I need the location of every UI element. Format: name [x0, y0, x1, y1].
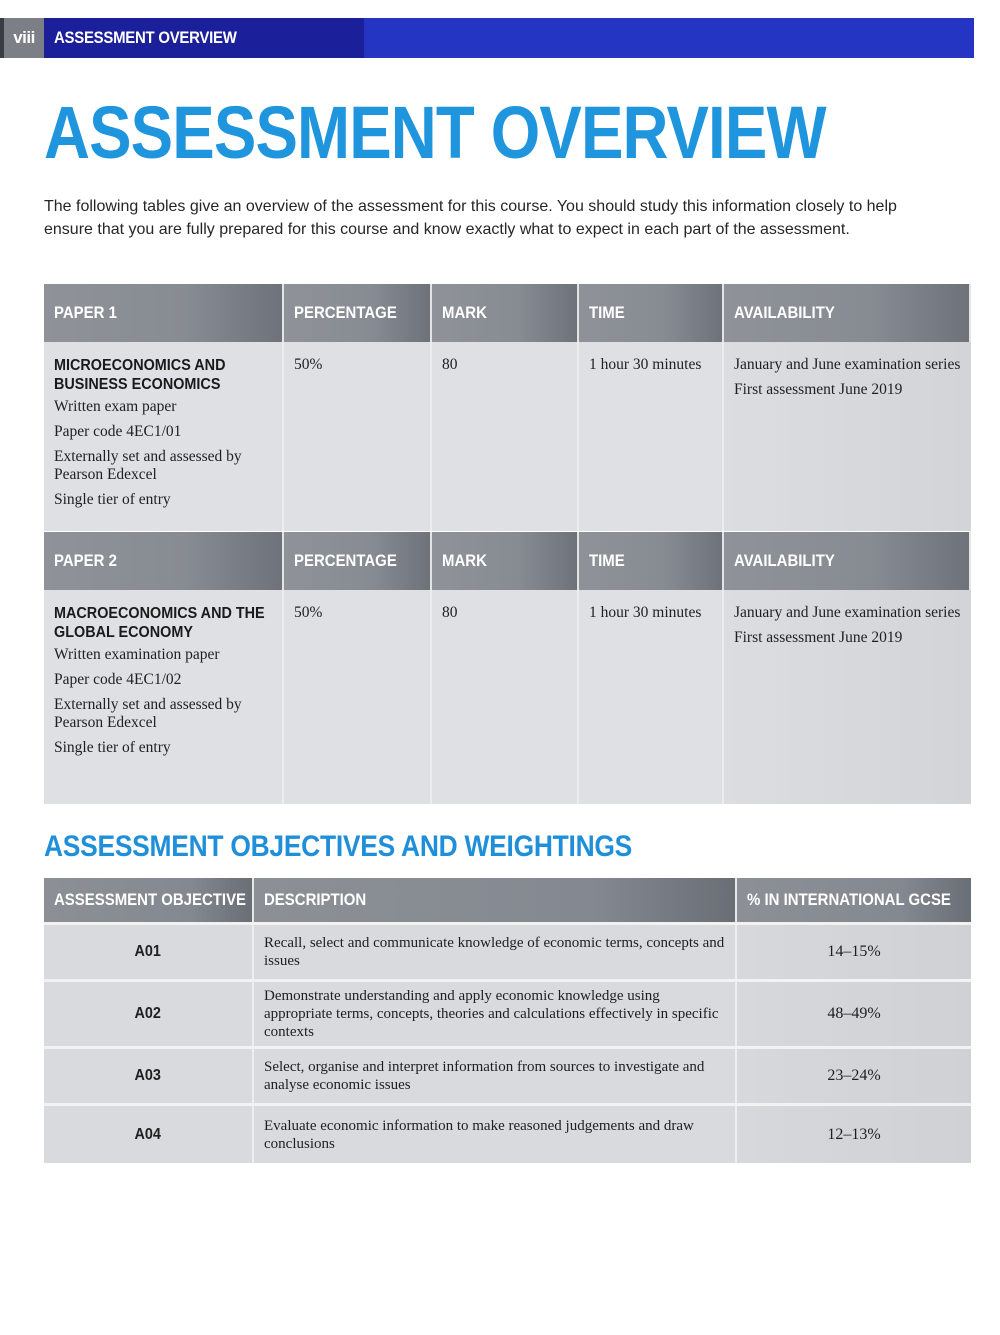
paper-1-table: [44, 284, 971, 531]
column-header-description: DESCRIPTION: [254, 878, 737, 922]
paper-detail: Single tier of entry: [54, 739, 171, 756]
availability-item: First assessment June 2019: [734, 381, 903, 398]
availability-cell: [724, 342, 971, 531]
time-cell: 1 hour 30 minutes: [579, 342, 724, 531]
running-header-title: ASSESSMENT OVERVIEW: [54, 28, 237, 47]
mark-cell: 80: [432, 590, 579, 804]
objective-description: Demonstrate understanding and apply economic knowledge using appropriate terms, concepts, theories and calculations effectively in specific contexts: [254, 982, 737, 1046]
objective-weighting: 23–24%: [737, 1049, 971, 1103]
column-header-mark: MARK: [432, 532, 579, 590]
percentage-cell: 50%: [284, 590, 432, 804]
running-header-extension: [364, 18, 974, 58]
objective-code: A04: [44, 1106, 254, 1163]
table-row: [44, 1046, 971, 1103]
paper-name-line-1: MACROECONOMICS AND THE: [54, 605, 265, 622]
paper-description-cell: [44, 342, 284, 531]
paper-description-cell: [44, 590, 284, 804]
paper-name-line-2: GLOBAL ECONOMY: [54, 624, 193, 641]
column-header-paper: PAPER 2: [44, 532, 284, 590]
paper-2-table: [44, 532, 971, 804]
column-header-time: TIME: [579, 532, 724, 590]
objective-description: Evaluate economic information to make reasoned judgements and draw conclusions: [254, 1106, 737, 1163]
running-header-band: [44, 18, 364, 58]
intro-paragraph: The following tables give an overview of the assessment for this course. You should study this information closely to help ensure that you are fully prepared for this course and know exactly what to expect in each part of the assessment.: [44, 198, 897, 238]
paper-detail: Externally set and assessed by Pearson Edexcel: [54, 448, 242, 483]
paper-detail: Written exam paper: [54, 398, 177, 415]
column-header-objective: ASSESSMENT OBJECTIVE: [44, 878, 254, 922]
page-number: viii: [13, 28, 35, 47]
objective-weighting: 48–49%: [737, 982, 971, 1046]
paper-detail: Paper code 4EC1/02: [54, 671, 182, 688]
column-header-percentage: PERCENTAGE: [284, 284, 432, 342]
objective-weighting: 14–15%: [737, 925, 971, 979]
running-header: [0, 18, 974, 58]
availability-item: First assessment June 2019: [734, 629, 903, 646]
objectives-heading: ASSESSMENT OBJECTIVES AND WEIGHTINGS: [44, 830, 632, 863]
table-row: [44, 922, 971, 979]
objective-code: A01: [44, 925, 254, 979]
paper-name-line-2: BUSINESS ECONOMICS: [54, 376, 221, 393]
column-header-percentage: PERCENTAGE: [284, 532, 432, 590]
objectives-table-header: [44, 878, 971, 922]
paper-detail: Single tier of entry: [54, 491, 171, 508]
column-header-mark: MARK: [432, 284, 579, 342]
page-number-tab: [0, 18, 44, 58]
paper-detail: Written examination paper: [54, 646, 220, 663]
table-row: [44, 979, 971, 1046]
paper-name-line-1: MICROECONOMICS AND: [54, 357, 226, 374]
time-cell: 1 hour 30 minutes: [579, 590, 724, 804]
column-header-availability: AVAILABILITY: [724, 532, 971, 590]
page-title: ASSESSMENT OVERVIEW: [44, 91, 826, 174]
objective-code: A02: [44, 982, 254, 1046]
objective-description: Select, organise and interpret information from sources to investigate and analyse economic issues: [254, 1049, 737, 1103]
mark-cell: 80: [432, 342, 579, 531]
column-header-time: TIME: [579, 284, 724, 342]
objective-weighting: 12–13%: [737, 1106, 971, 1163]
column-header-weighting: % IN INTERNATIONAL GCSE: [737, 878, 971, 922]
column-header-paper: PAPER 1: [44, 284, 284, 342]
availability-item: January and June examination series: [734, 604, 961, 621]
column-header-availability: AVAILABILITY: [724, 284, 971, 342]
percentage-cell: 50%: [284, 342, 432, 531]
table-row: [44, 1103, 971, 1163]
availability-cell: [724, 590, 971, 804]
availability-item: January and June examination series: [734, 356, 961, 373]
paper-detail: Paper code 4EC1/01: [54, 423, 182, 440]
paper-detail: Externally set and assessed by Pearson Edexcel: [54, 696, 242, 731]
objective-code: A03: [44, 1049, 254, 1103]
objective-description: Recall, select and communicate knowledge of economic terms, concepts and issues: [254, 925, 737, 979]
objectives-table: [44, 878, 971, 1163]
